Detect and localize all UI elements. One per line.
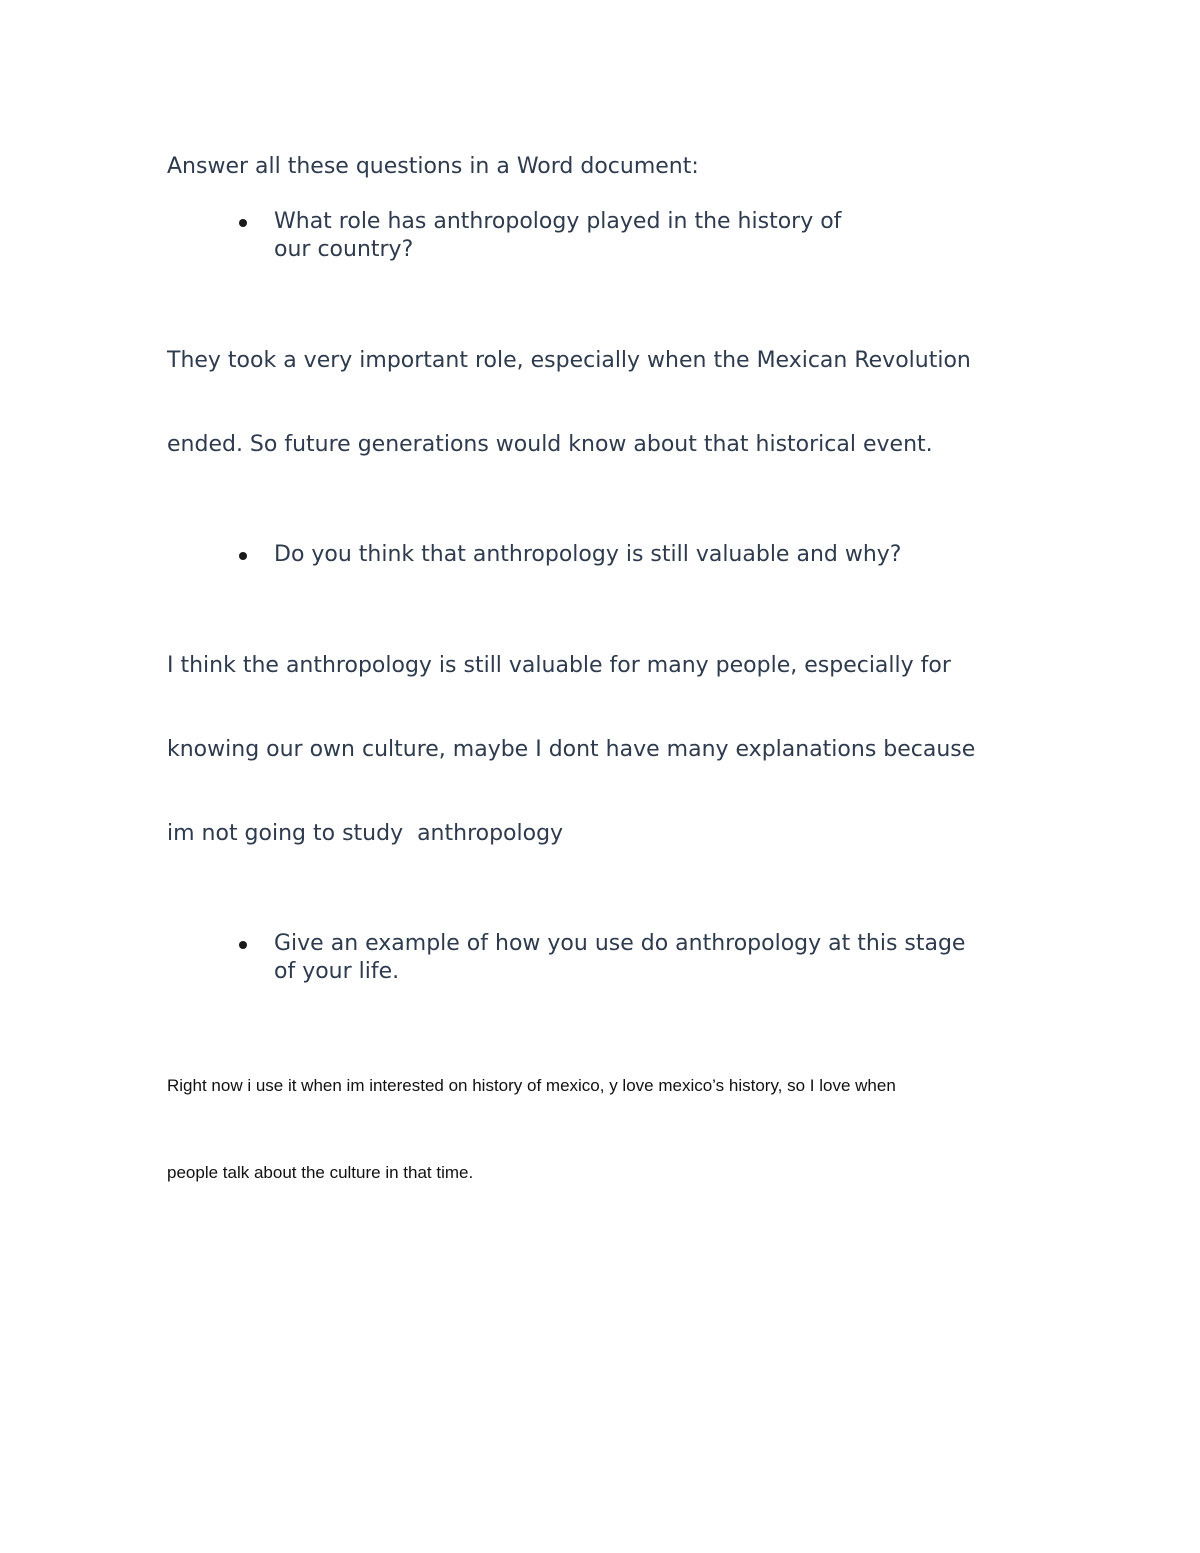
- question-1: [167, 208, 1047, 264]
- answer-1-line-2: ended. So future generations would know about that historical event.: [167, 432, 933, 457]
- answer-2-line-1: I think the anthropology is still valuable for many people, especially for: [167, 653, 951, 678]
- bullet-dot-icon: [239, 941, 247, 949]
- answer-2-line-2: knowing our own culture, maybe I dont have many explanations because: [167, 737, 976, 762]
- bullet-dot-icon: [239, 219, 247, 227]
- question-3: [167, 930, 1047, 986]
- answer-3-line-1: Right now i use it when im interested on history of mexico, y love mexico’s history, so I love when: [167, 1076, 896, 1095]
- answer-1: [167, 291, 1047, 515]
- question-3-line-2: of your life.: [274, 959, 400, 984]
- intro-paragraph: Answer all these questions in a Word document:: [167, 154, 699, 179]
- question-1-line-2: our country?: [274, 237, 414, 262]
- answer-3-line-2: people talk about the culture in that time.: [167, 1163, 474, 1182]
- answer-1-line-1: They took a very important role, especially when the Mexican Revolution: [167, 348, 971, 373]
- bullet-dot-icon: [239, 552, 247, 560]
- question-2: [167, 541, 1047, 569]
- question-1-line-1: What role has anthropology played in the history of: [274, 209, 842, 234]
- answer-2-line-3: im not going to study anthropology: [167, 821, 564, 846]
- answer-3: [167, 1013, 1047, 1245]
- question-3-line-1: Give an example of how you use do anthropology at this stage: [274, 931, 966, 956]
- answer-2: [167, 596, 1047, 904]
- document-body: [167, 153, 1047, 1245]
- question-2-line-1: Do you think that anthropology is still valuable and why?: [274, 542, 902, 567]
